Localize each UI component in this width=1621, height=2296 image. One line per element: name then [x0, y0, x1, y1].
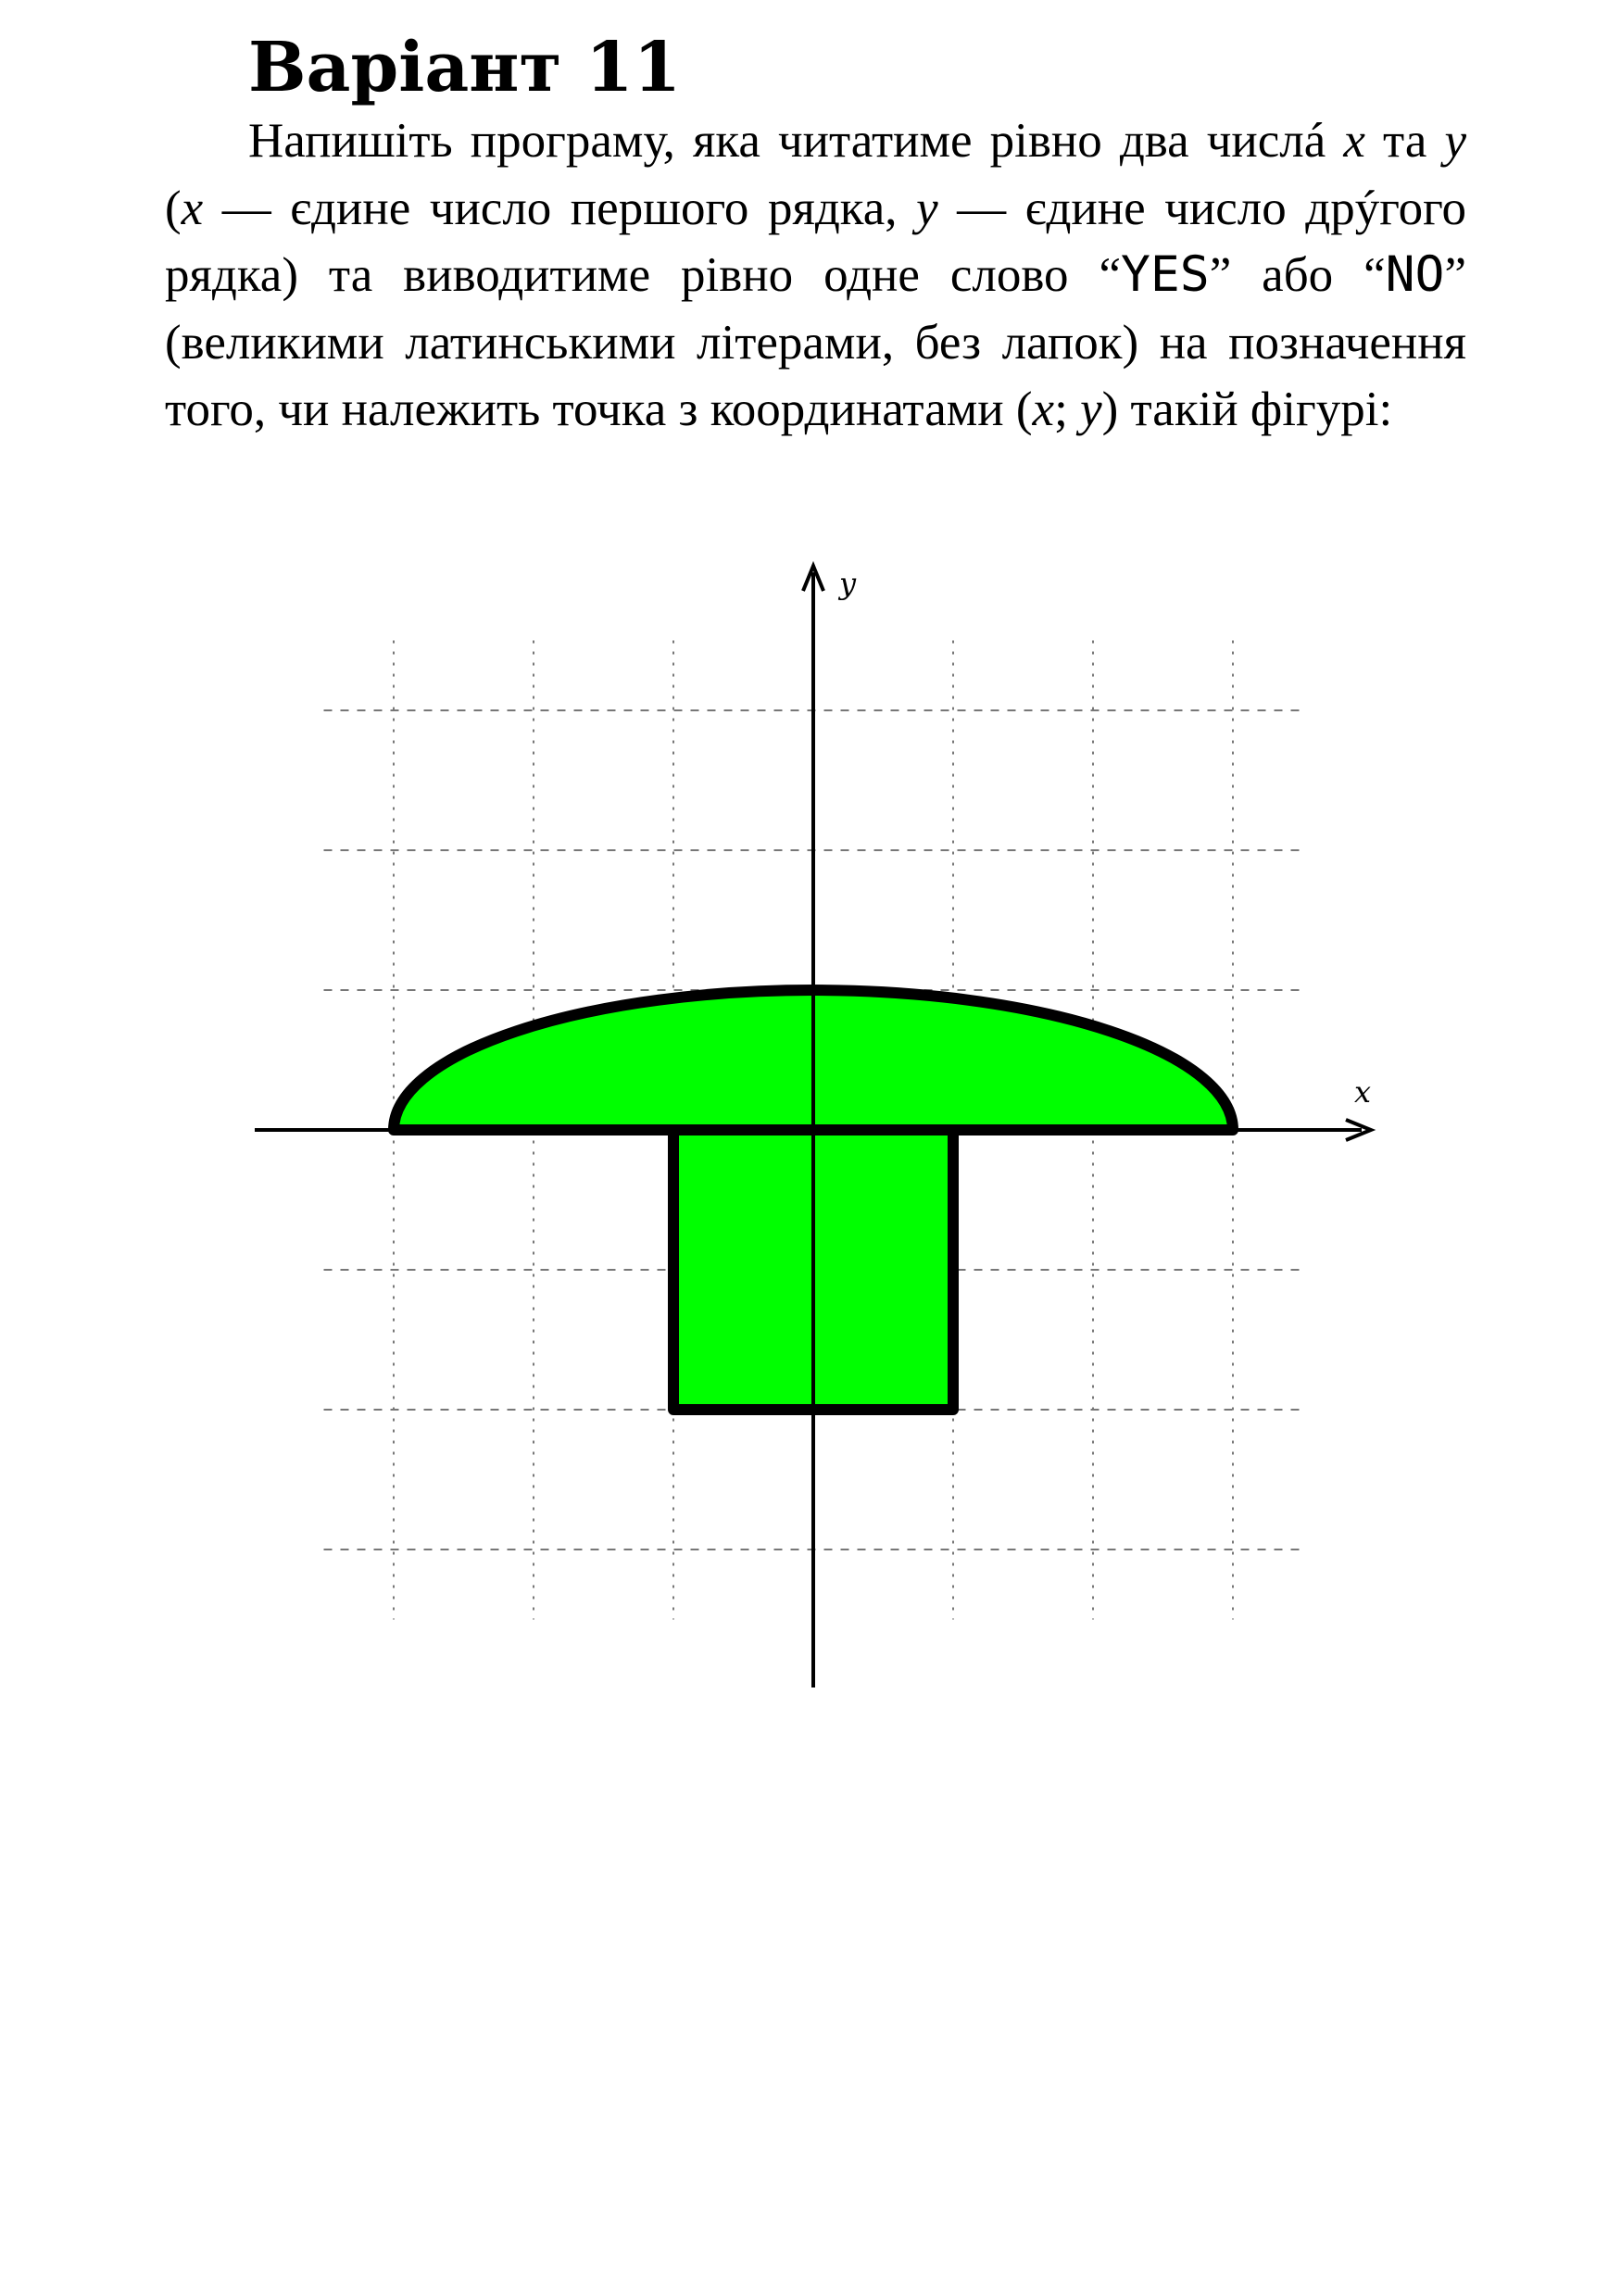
dash: — [221, 181, 271, 235]
coord-y: y [1080, 383, 1102, 436]
paren: ( [165, 181, 182, 235]
semicolon: ; [1054, 383, 1068, 436]
task-text-ta: та [1383, 114, 1427, 168]
variant-title: Варіант 11 [248, 28, 682, 107]
var-y: y [1444, 114, 1467, 168]
task-text-5: ” (великими латинськими літерами, без лапок) на позначення того, чи належить точка з координатами ( [165, 248, 1466, 436]
var-x-2: x [181, 181, 204, 235]
x-axis-label: x [1354, 1074, 1372, 1110]
y-axis-label: y [839, 566, 857, 601]
dash-2: — [957, 181, 1007, 235]
var-y-2: y [916, 181, 938, 235]
coord-x: x [1032, 383, 1055, 436]
var-x: x [1343, 114, 1365, 168]
task-text-2: єдине число першого рядка, [290, 181, 898, 235]
task-text-6: ) такій фігурі: [1101, 383, 1393, 436]
task-text-1: Напишіть програму, яка читатиме рівно два числá [248, 114, 1326, 168]
task-text-4: ” або “ [1209, 248, 1386, 302]
task-text-3: єдине число дрýгого рядка) та виводитиме рівно одне слово “ [165, 181, 1467, 302]
no-literal: NO [1385, 246, 1445, 303]
yes-literal: YES [1120, 246, 1210, 303]
